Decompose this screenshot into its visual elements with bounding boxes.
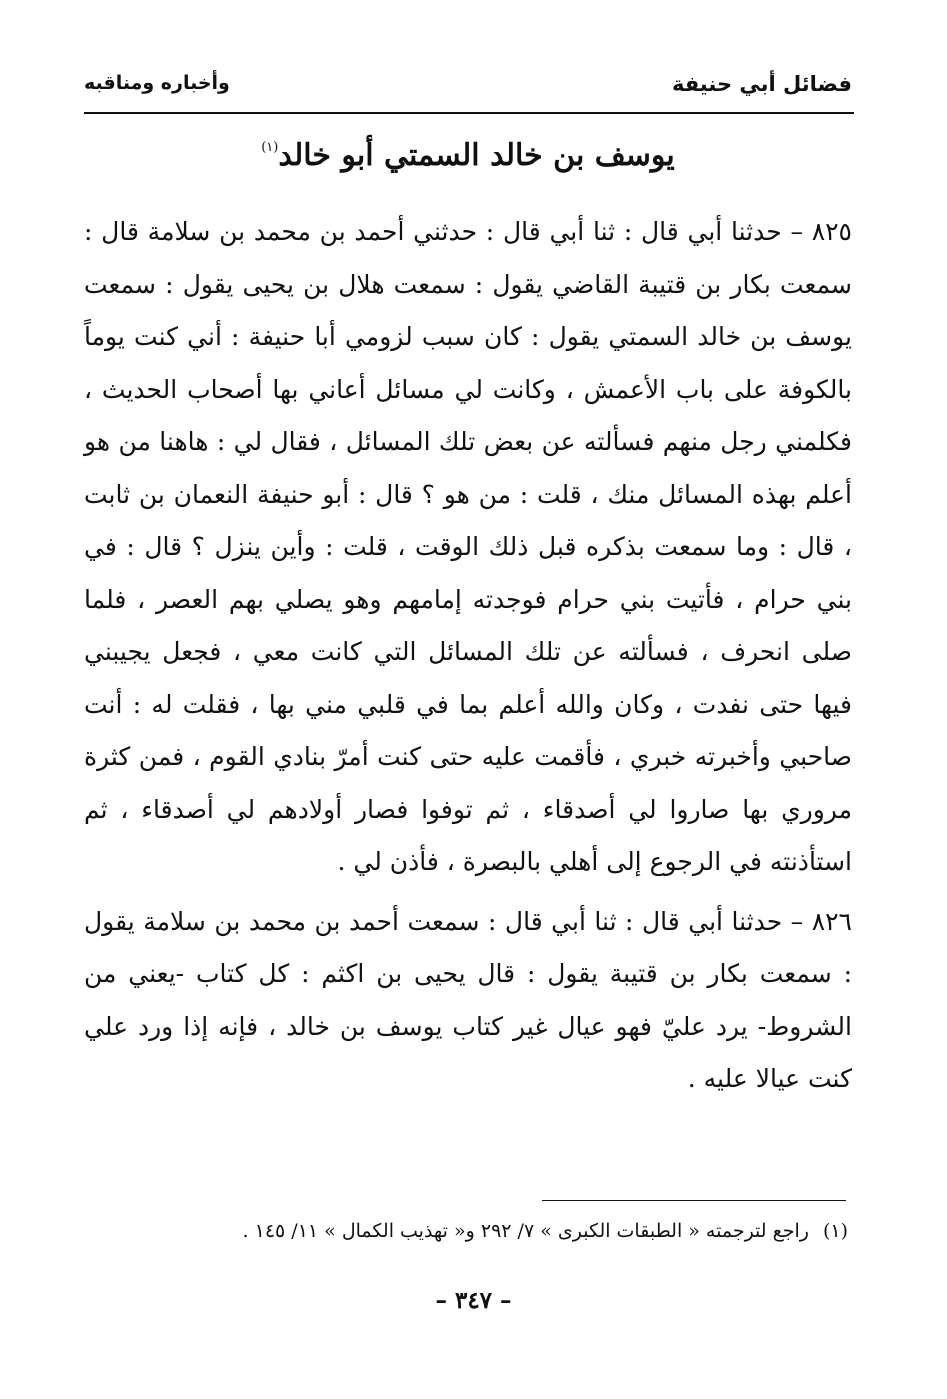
page-number: – ٣٤٧ – [435,1287,512,1314]
chapter-title [84,138,852,173]
footnote [84,1218,848,1244]
footnote-divider [542,1200,846,1201]
body-text [84,206,852,1106]
footnote-marker[interactable]: (١) [261,140,279,155]
chapter-title-text: يوسف بن خالد السمتي أبو خالد [278,138,675,173]
paragraph-826: ٨٢٦ – حدثنا أبي قال : ثنا أبي قال : سمعت أحمد بن محمد بن سلامة يقول : سمعت بكار بن قتيبة يقول : قال يحيى بن اكثم : كل كتاب -يعني من الشروط- يرد عليّ فهو عيال غير كتاب يوسف بن خالد ، فإنه إذا ورد علي كنت عيالا عليه . [84,906,852,1093]
footnote-number: (١) [822,1220,848,1242]
book-title: فضائل أبي حنيفة [671,72,852,96]
book-subtitle: وأخباره ومناقبه [84,72,230,94]
footnote-text: راجع لترجمته « الطبقات الكبرى » ٧/ ٢٩٢ و« تهذيب الكمال » ١١/ ١٤٥ . [242,1220,809,1242]
paragraph-825: ٨٢٥ – حدثنا أبي قال : ثنا أبي قال : حدثني أحمد بن محمد بن سلامة قال : سمعت بكار بن قتيبة القاضي يقول : سمعت هلال بن يحيى يقول : سمعت يوسف بن خالد السمتي يقول : كان سبب لزومي أبا حنيفة : أني كنت يوماً بالكوفة على باب الأعمش ، وكانت لي مسائل أعاني بها أصحاب الحديث ، فكلمني رجل منهم فسألته عن بعض تلك المسائل ، فقال لي : هاهنا من هو أعلم بهذه المسائل منك ، قلت : من هو ؟ قال : أبو حنيفة النعمان بن ثابت ، قال : وما سمعت بذكره قبل ذلك الوقت ، قلت : وأين ينزل ؟ قال : في بني حرام ، فأتيت بني حرام فوجدته إمامهم وهو يصلي بهم العصر ، فلما صلى انحرف ، فسألته عن تلك المسائل التي كانت معي ، فجعل يجيبني فيها حتى نفدت ، وكان والله أعلم بما في قلبي مني بها ، فقلت له : أنت صاحبي وأخبرته خبري ، فأقمت عليه حتى كنت أمرّ بنادي القوم ، فمن كثرة مروري بها صاروا لي أصدقاء ، ثم توفوا فصار أولادهم لي أصدقاء ، ثم استأذنته في الرجوع إلى أهلي بالبصرة ، فأذن لي . [84,217,852,876]
running-header [84,70,852,110]
header-divider [84,112,854,114]
